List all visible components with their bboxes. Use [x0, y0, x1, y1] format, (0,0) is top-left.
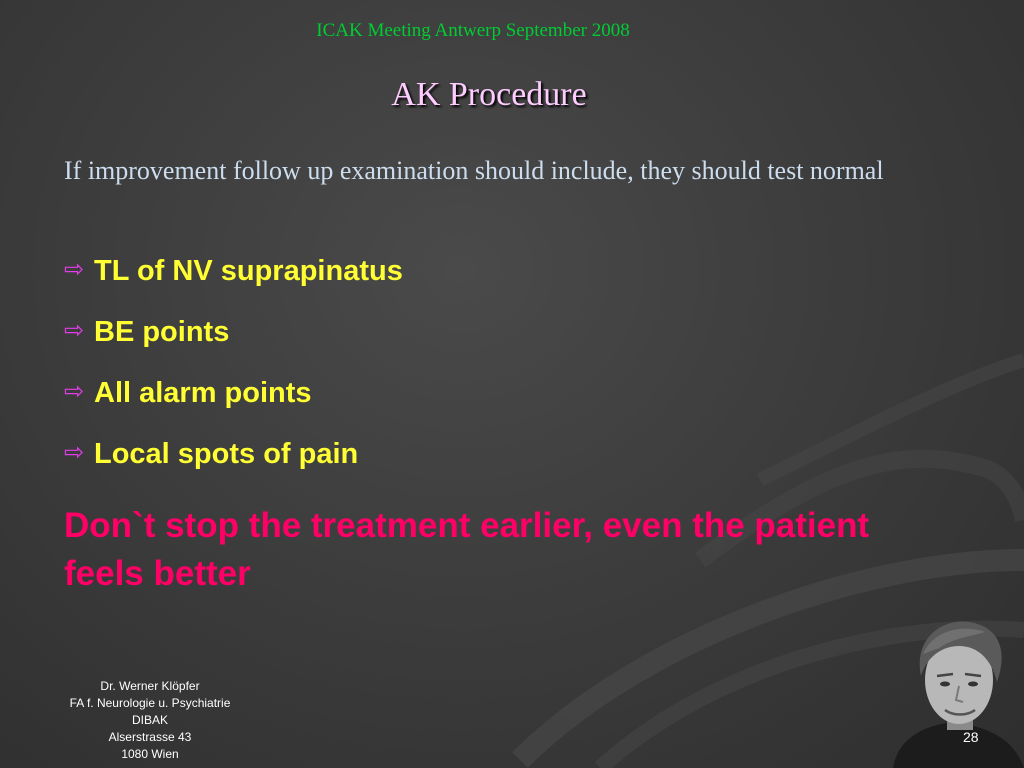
bullet-text: Local spots of pain — [94, 438, 359, 470]
bullet-text: BE points — [94, 316, 230, 348]
right-arrow-icon: ⇨ — [64, 317, 85, 344]
author-street: Alserstrasse 43 — [108, 730, 192, 744]
right-arrow-icon: ⇨ — [64, 439, 85, 466]
bullet-item — [64, 372, 944, 433]
bullet-item — [64, 311, 944, 372]
right-arrow-icon: ⇨ — [64, 378, 85, 405]
author-name: Dr. Werner Klöpfer — [100, 679, 200, 693]
slide-number: 28 — [963, 729, 979, 745]
warning-text: Don`t stop the treatment earlier, even the patient feels better — [64, 506, 870, 593]
author-org: DIBAK — [131, 713, 168, 727]
bullet-text: All alarm points — [94, 377, 312, 409]
author-city: 1080 Wien — [121, 747, 179, 761]
author-info — [30, 678, 270, 763]
author-title: FA f. Neurologie u. Psychiatrie — [69, 696, 231, 710]
bullet-text: TL of NV suprapinatus — [94, 255, 403, 287]
bullet-item — [64, 433, 944, 494]
meeting-header: ICAK Meeting Antwerp September 2008 — [316, 20, 630, 41]
author-photo — [893, 618, 1024, 768]
bullet-list — [64, 250, 944, 494]
intro-text: If improvement follow up examination should include, they should test normal — [64, 156, 884, 185]
right-arrow-icon: ⇨ — [64, 256, 85, 283]
slide-title: AK Procedure — [391, 76, 587, 113]
bullet-item — [64, 250, 944, 311]
